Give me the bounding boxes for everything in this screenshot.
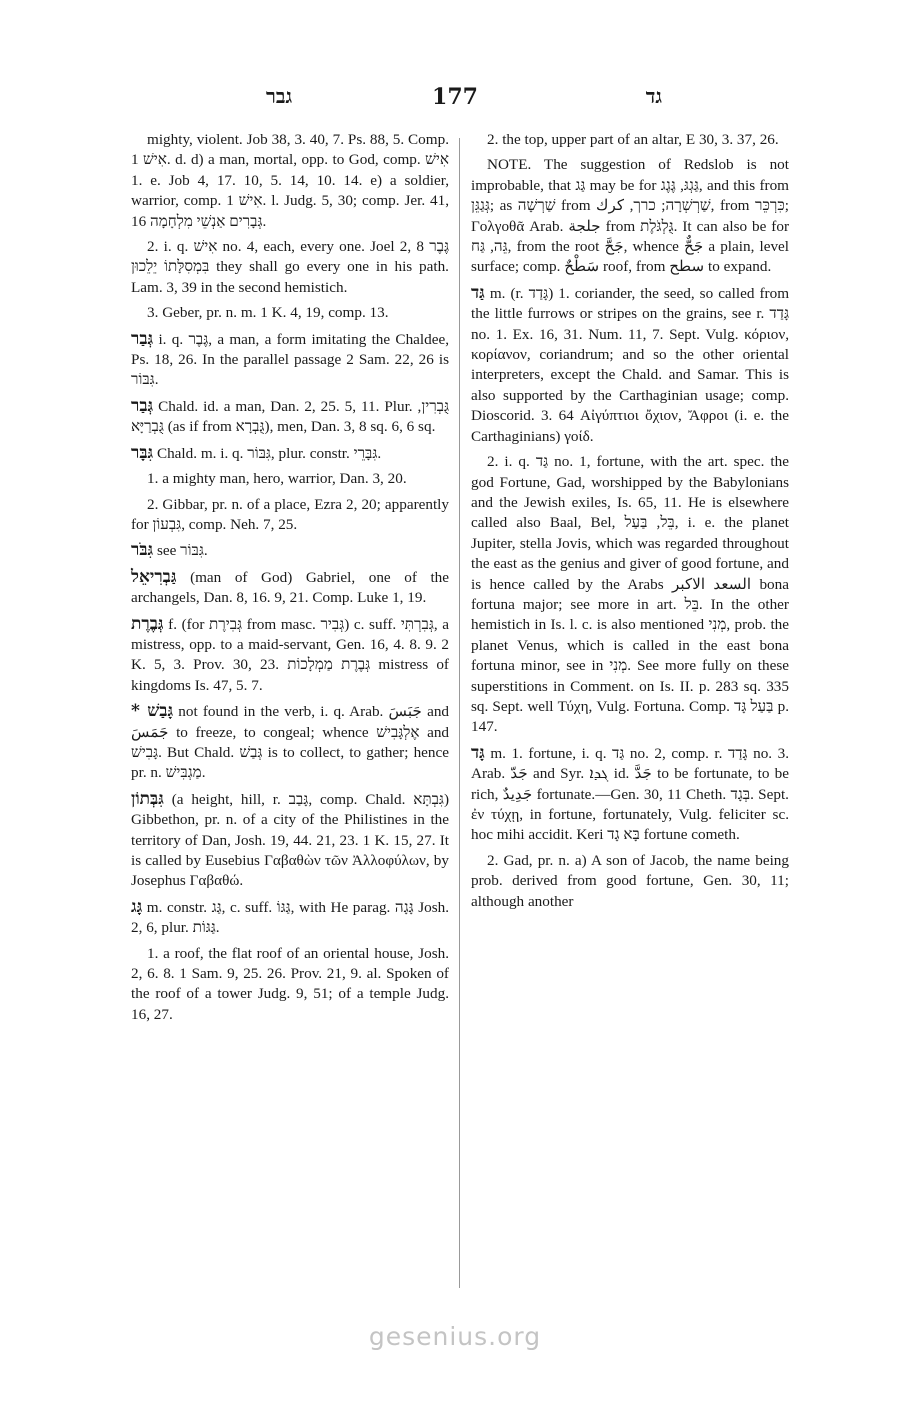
running-head-right: גד	[645, 84, 662, 108]
entry-paragraph	[471, 452, 789, 738]
entry-text: 2. i. q. אִישׁ no. 4, each, every one. Joel 2, 8 גֶּבֶר בִּמְסִלָּתוֹ יֵלֵכוּן they shall go every one in his path. Lam. 3, 39 in the second hemistich.	[131, 238, 449, 296]
entry-text: see גִּבּוֹר.	[156, 542, 208, 560]
page-number: 177	[432, 84, 478, 110]
entry-paragraph	[131, 303, 449, 323]
entry-text: (man of God) Gabriel, one of the archangels, Dan. 8, 16. 9, 21. Comp. Luke 1, 19.	[131, 568, 450, 607]
entry-text: 2. Gibbar, pr. n. of a place, Ezra 2, 20; apparently for גִּבְעוֹן, comp. Neh. 7, 25.	[131, 495, 449, 533]
entry-paragraph	[131, 130, 449, 232]
entry-paragraph	[131, 540, 449, 561]
entry-paragraph	[471, 155, 789, 277]
left-column	[131, 130, 449, 1030]
entry-paragraph	[471, 130, 789, 150]
headword: גְּבֶרֶת	[131, 613, 164, 634]
right-column	[471, 130, 789, 917]
page-header	[130, 84, 780, 118]
entry-paragraph	[131, 701, 449, 784]
entry-text: i. q. גֶּבֶר, a man, a form imitating the Chaldee, Ps. 18, 26. In the parallel passage 2 Sam. 22, 26 is גִּבּוֹר.	[131, 330, 449, 389]
entry-text: Chald. m. i. q. גִּבּוֹר, plur. constr. גִּבָּרֵי.	[156, 444, 382, 462]
entry-paragraph	[131, 443, 449, 464]
headword: גְּבַר	[131, 395, 154, 416]
entry-paragraph	[471, 851, 789, 912]
entry-paragraph	[131, 897, 449, 939]
entry-paragraph	[131, 495, 449, 536]
watermark: gesenius.org	[368, 1322, 542, 1351]
entry-text: Chald. id. a man, Dan. 2, 25. 5, 11. Plur. גֻּבְרִין, גֻּבְרַיָּא (as if from גֻּבְרָא), men, Dan. 3, 8 sq. 6, 6 sq.	[131, 397, 449, 436]
entry-text: 1. a roof, the flat roof of an oriental house, Josh. 2, 6. 8. 1 Sam. 9, 25. 26. Prov. 21, 9. al. Spoken of the roof of a tower Judg. 9, 51; of a temple Judg. 16, 27.	[131, 944, 449, 1023]
entry-text: m. (r. גָּדַד) 1. coriander, the seed, so called from the little furrows or stripes on the grains, see r. גָּדַד no. 1. Ex. 16, 31. Num. 11, 7. Sept. Vulg. κόριον, κορίανον, coriandrum; and so the other oriental interpreters, except the Chald. and Samar. This is also supported by the Carthaginian usage; comp. Dioscorid. 3. 64 Αἰγύπτιοι ὄχιον, Ἄφροι (i. e. the Carthaginians) γοίδ.	[471, 284, 790, 445]
entry-text: (a height, hill, r. גָּבַב, comp. Chald. גִּבְתָּא) Gibbethon, pr. n. of a city of the Philistines in the territory of Dan, Josh. 19, 44. 21, 23. 1 K. 15, 27. It is called by Eusebius Γαβαθὼν τῶν Ἀλλοφύλων, by Josephus Γαβαθώ.	[131, 790, 450, 890]
headword: * גָּבַשׁ	[131, 701, 174, 722]
column-divider	[459, 138, 460, 1288]
entry-paragraph	[131, 237, 449, 298]
entry-text: 2. Gad, pr. n. a) A son of Jacob, the name being prob. derived from good fortune, Gen. 30, 11; although another	[471, 851, 789, 910]
entry-text: m. constr. גַּג, c. suff. גַּגּוֹ, with He parag. גָּגָה Josh. 2, 6, plur. גַּגּוֹת.	[131, 898, 450, 937]
entry-paragraph	[131, 944, 449, 1026]
headword: גְּבַר	[131, 328, 154, 349]
entry-text: mighty, violent. Job 38, 3. 40, 7. Ps. 88, 5. Comp. אִישׁ 1. d. d) a man, mortal, opp. to God, comp. אִישׁ 1. e. Job 4, 17. 10, 5. 14, 10. 14. e) a soldier, warrior, comp. אִישׁ 1. l. Judg. 5, 30; comp. Jer. 41, 16 גְּבָרִים אַנְשֵׁי מִלְחָמָה.	[131, 131, 449, 230]
entry-paragraph	[131, 567, 449, 609]
entry-text: 3. Geber, pr. n. m. 1 K. 4, 19, comp. 13.	[147, 304, 389, 322]
headword: גִּבֹּר	[131, 540, 154, 561]
entry-paragraph	[131, 469, 449, 489]
entry-text: 2. the top, upper part of an altar, E 30, 3. 37, 26.	[487, 131, 779, 148]
headword: גִּבְּתוֹן	[131, 788, 164, 809]
headword: גַּד	[471, 282, 485, 303]
entry-paragraph	[471, 743, 789, 846]
entry-text: NOTE. The suggestion of Redslob is not improbable, that גַּג may be for גַּגְגּ, גֶּגֶג, and this from גְּגַגֵּן; as שַׁרְשָׁה from שַׁרְשְׁרָה; כרך, كرك, from כִּרְכֵּר; Γολγοθᾶ Arab. جلجة from גֻּלְגֹּלֶת. It can also be for גֵּה, גַּח, from the root جَحَّ, whence جَحٌّ a plain, level surface; comp. سَطْحٌ roof, from سطح to expand.	[471, 156, 789, 276]
entry-paragraph	[131, 789, 449, 892]
headword: גִּבָּר	[131, 442, 154, 463]
entry-paragraph	[471, 283, 789, 447]
running-head-left: גבר	[266, 84, 293, 108]
entry-text: not found in the verb, i. q. Arab. جَبَسَ and جَمَسَ to freeze, to congeal; whence אֶלְגָּבִישׁ and גָּבִישׁ. But Chald. גְּבַשׁ is to collect, to gather; hence pr. n. מַגְבִּישׁ.	[131, 703, 450, 782]
headword: גַּבְרִיאֵל	[131, 566, 177, 587]
entry-text: m. 1. fortune, i. q. גַּד no. 2, comp. r. גָּדַד no. 3. Arab. جَدّ and Syr. ܓܕܐ id. جَدَّ to be fortunate, to be rich, جَدِيدٌ fortunate.—Gen. 30, 11 Cheth. בְּגָד. Sept. ἐν τύχῃ, in fortune, fortunately, Vulg. feliciter sc. hoc mihi accidit. Keri בָּא גָד fortune cometh.	[471, 744, 790, 844]
headword: גָּד	[471, 742, 485, 763]
entry-text: 1. a mighty man, hero, warrior, Dan. 3, 20.	[147, 470, 407, 488]
headword: גָּג	[131, 896, 143, 917]
entry-text: f. (for גְּבִירֶת from masc. גְּבִיר) c. suff. גְּבִרְתִּי, a mistress, opp. to a maid-servant, Gen. 16, 4. 8. 9. 2 K. 5, 3. Prov. 30, 23. גְּבֶרֶת מַמְלָכוֹת mistress of kingdoms Is. 47, 5. 7.	[131, 615, 450, 694]
entry-paragraph	[131, 396, 449, 438]
entry-text: 2. i. q. גַּד no. 1, fortune, with the art. spec. the god Fortune, Gad, worshipped by the Babylonians and the Jewish exiles, Is. 65, 11. He is elsewhere called also Baal, Bel, בֵּל, בַּעַל, i. e. the planet Jupiter, stella Jovis, which was regarded throughout the east as the genius and giver of good fortune, and is hence called by the Arabs السعد الاكبر bona fortuna major; see more in art. בֵּל. In the other hemistich in Is. l. c. is also mentioned מְנִי, prob. the planet Venus, which is called in the east bona fortuna minor, see in מְנִי. See more fully on these superstitions in Comment. on Is. II. p. 283 sq. 335 sq. Sept. well Τύχη, Vulg. Fortuna. Comp. בַּעַל גָּד p. 147.	[471, 453, 790, 736]
entry-paragraph	[131, 329, 449, 391]
entry-paragraph	[131, 614, 449, 697]
